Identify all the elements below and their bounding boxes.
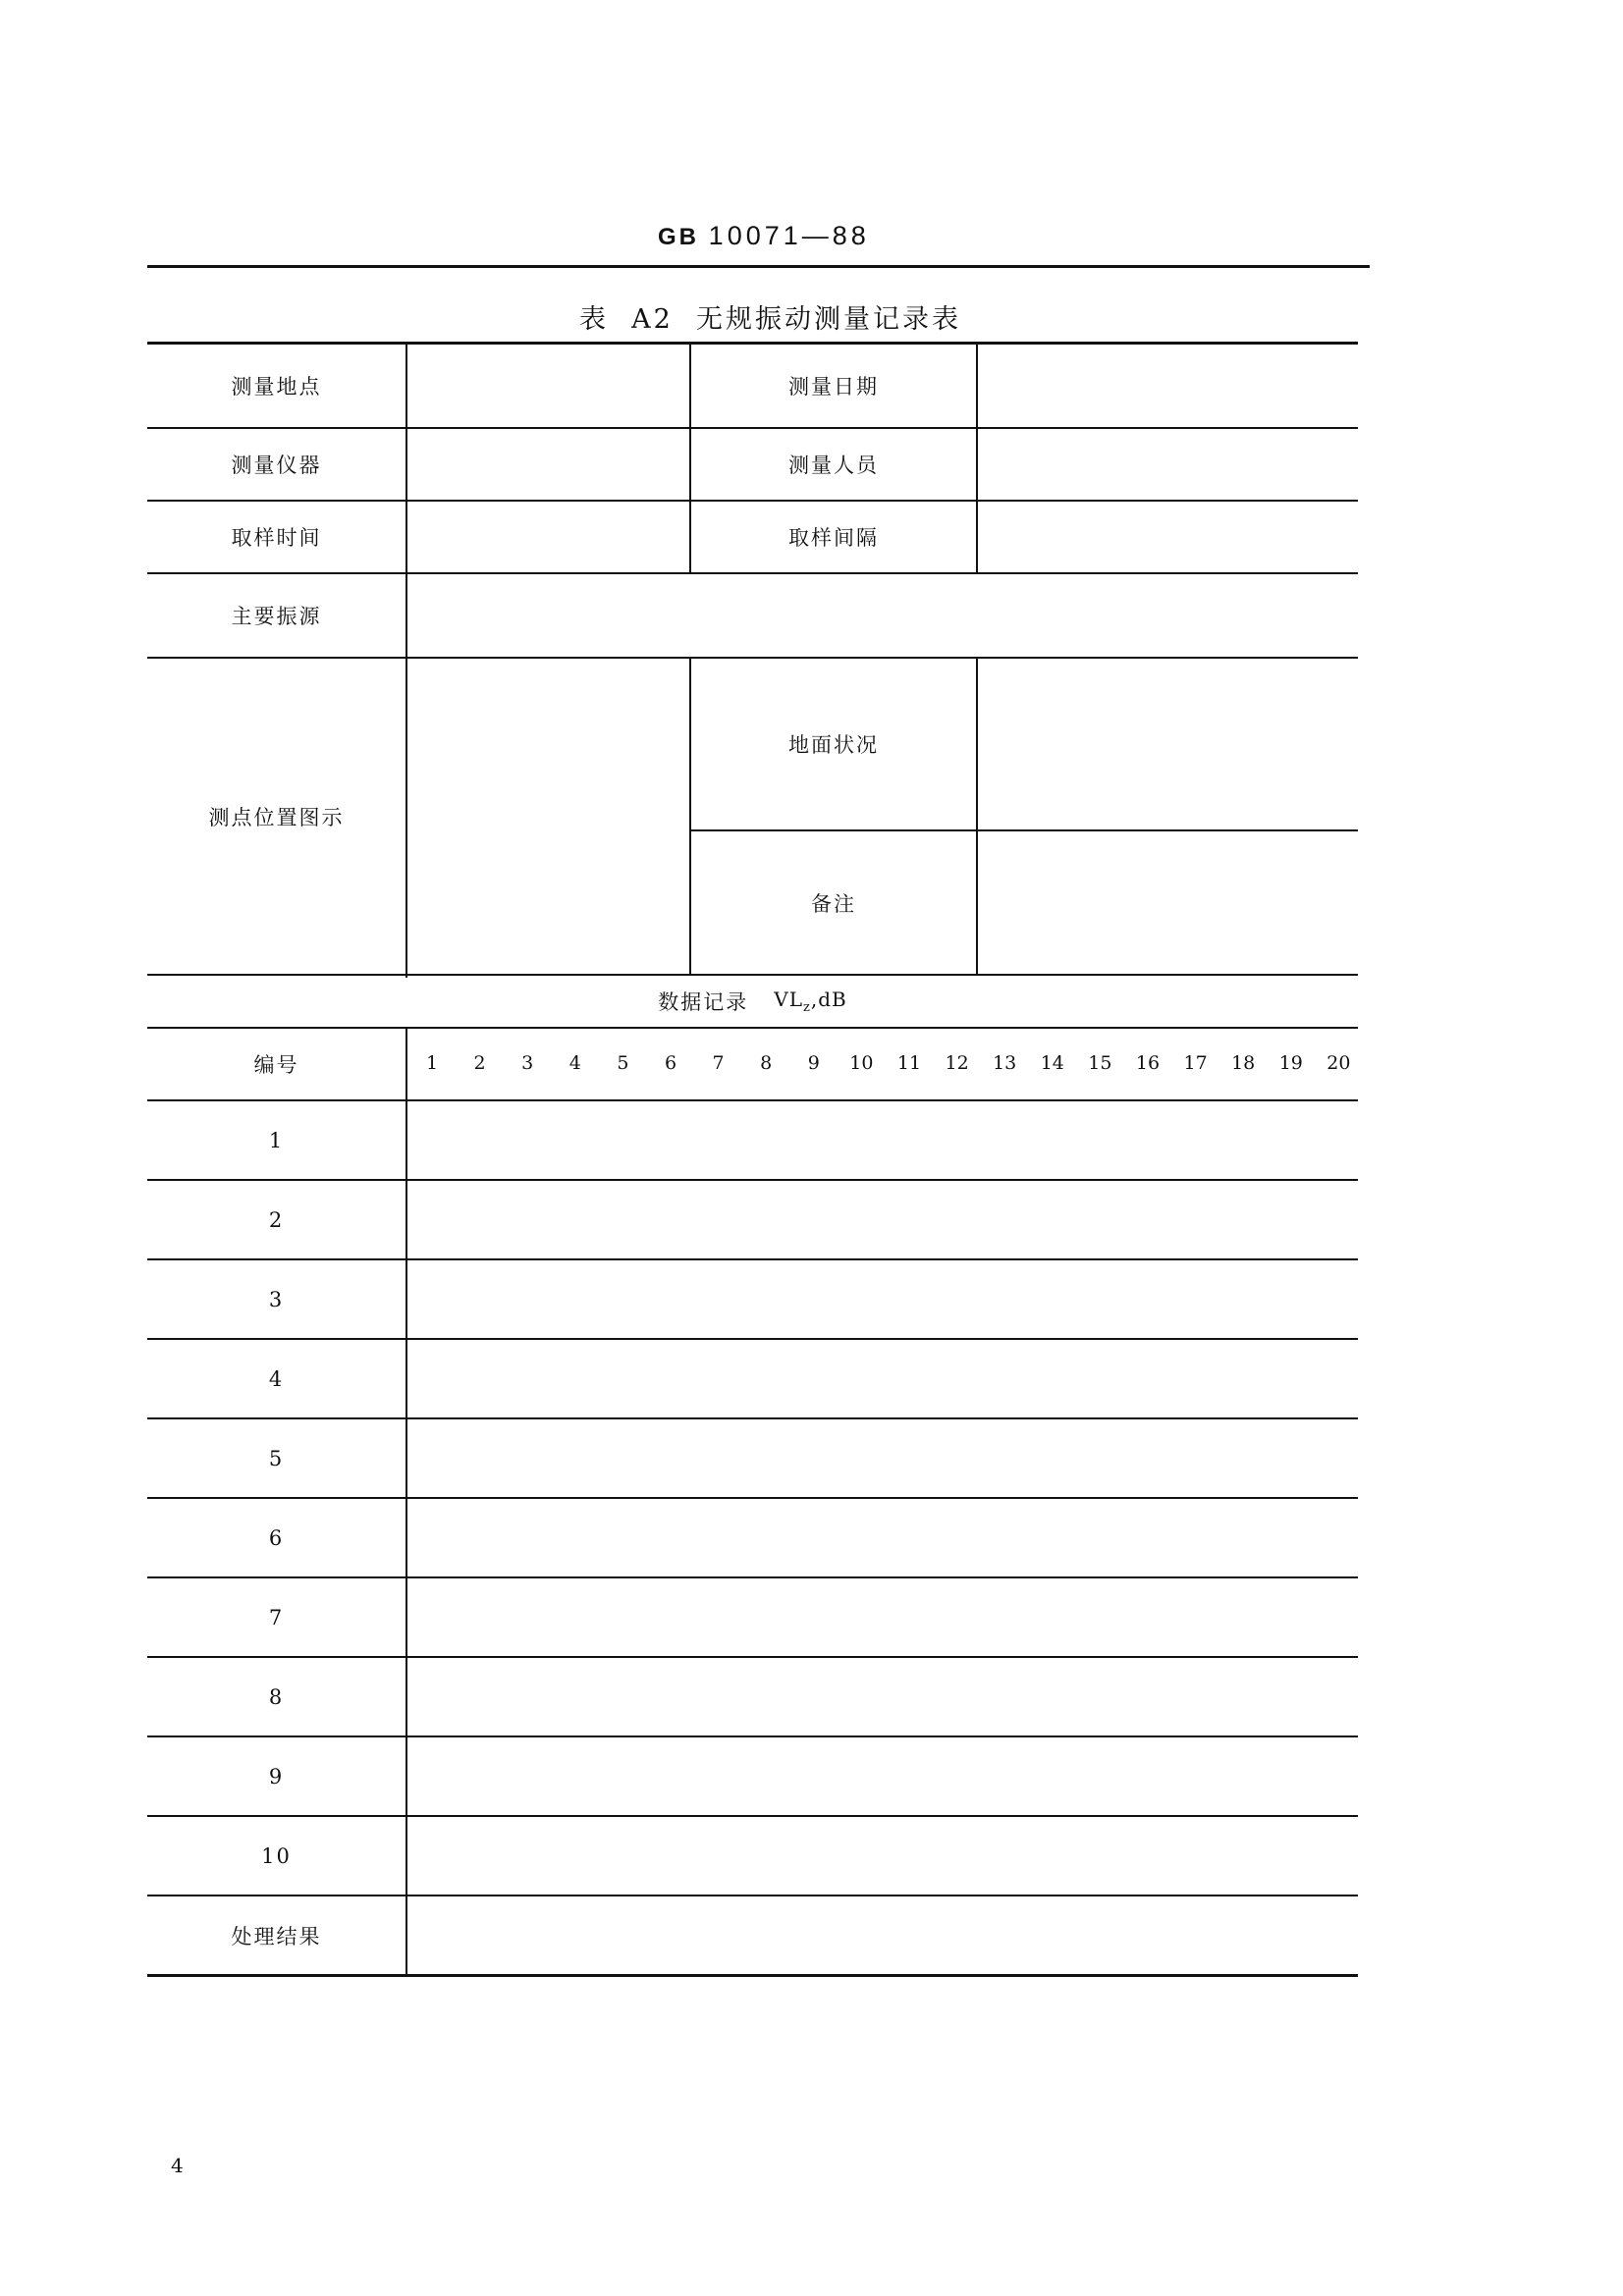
column-header-19: 19 bbox=[1278, 1052, 1303, 1074]
column-header-20: 20 bbox=[1326, 1052, 1351, 1074]
column-header-18: 18 bbox=[1231, 1052, 1256, 1074]
row-label-7: 7 bbox=[268, 1605, 285, 1629]
column-header-7: 7 bbox=[712, 1052, 725, 1074]
column-header-10: 10 bbox=[849, 1052, 874, 1074]
col-line bbox=[976, 657, 978, 976]
column-header-16: 16 bbox=[1135, 1052, 1161, 1074]
standard-prefix: GB bbox=[658, 224, 699, 250]
column-header-8: 8 bbox=[760, 1052, 773, 1074]
column-header-11: 11 bbox=[896, 1052, 922, 1074]
row-label-2: 2 bbox=[268, 1207, 285, 1232]
row-label-9: 9 bbox=[268, 1764, 285, 1789]
date-label: 测量日期 bbox=[788, 374, 879, 399]
row-label-6: 6 bbox=[268, 1525, 285, 1550]
standard-number: 10071—88 bbox=[708, 221, 870, 250]
index-header: 编号 bbox=[253, 1053, 299, 1077]
col-line bbox=[406, 1027, 407, 1976]
instrument-label: 测量仪器 bbox=[231, 454, 322, 477]
column-header-2: 2 bbox=[473, 1052, 486, 1074]
column-header-17: 17 bbox=[1183, 1052, 1208, 1074]
row-label-8: 8 bbox=[268, 1684, 285, 1709]
column-header-4: 4 bbox=[568, 1052, 581, 1074]
row-label-10: 10 bbox=[261, 1843, 292, 1868]
column-header-12: 12 bbox=[945, 1052, 969, 1074]
main-source-label: 主要振源 bbox=[231, 605, 322, 628]
col-line bbox=[976, 343, 978, 574]
header-rule bbox=[147, 265, 1370, 268]
column-header-3: 3 bbox=[521, 1052, 534, 1074]
table-title: 表 A2 无规振动测量记录表 bbox=[579, 304, 962, 335]
row-label-4: 4 bbox=[268, 1366, 285, 1391]
standard-code bbox=[658, 221, 870, 251]
sampling-time-label: 取样时间 bbox=[231, 526, 322, 550]
column-header-14: 14 bbox=[1040, 1052, 1064, 1074]
ground-condition-label: 地面状况 bbox=[788, 733, 879, 757]
remarks-label: 备注 bbox=[811, 891, 856, 916]
row-label-1: 1 bbox=[268, 1128, 285, 1152]
table-bottom-border bbox=[147, 1974, 1358, 1977]
data-record-label: 数据记录 bbox=[658, 990, 749, 1014]
column-header-1: 1 bbox=[425, 1052, 439, 1074]
personnel-label: 测量人员 bbox=[788, 454, 879, 477]
row-label-5: 5 bbox=[268, 1446, 285, 1470]
result-label: 处理结果 bbox=[231, 1924, 322, 1949]
row-label-3: 3 bbox=[268, 1287, 285, 1311]
point-diagram-label: 测点位置图示 bbox=[208, 805, 345, 829]
page-number: 4 bbox=[171, 2154, 184, 2177]
column-header-6: 6 bbox=[664, 1052, 677, 1074]
column-header-15: 15 bbox=[1088, 1052, 1112, 1074]
location-label: 测量地点 bbox=[231, 374, 322, 399]
column-header-13: 13 bbox=[993, 1052, 1017, 1074]
column-header-9: 9 bbox=[807, 1052, 820, 1074]
column-header-5: 5 bbox=[617, 1052, 629, 1074]
data-record-unit: $VL_z,dB$ bbox=[774, 988, 847, 1015]
col-line bbox=[406, 343, 407, 978]
data-record-title bbox=[147, 976, 1358, 1027]
sampling-interval-label: 取样间隔 bbox=[788, 526, 879, 550]
